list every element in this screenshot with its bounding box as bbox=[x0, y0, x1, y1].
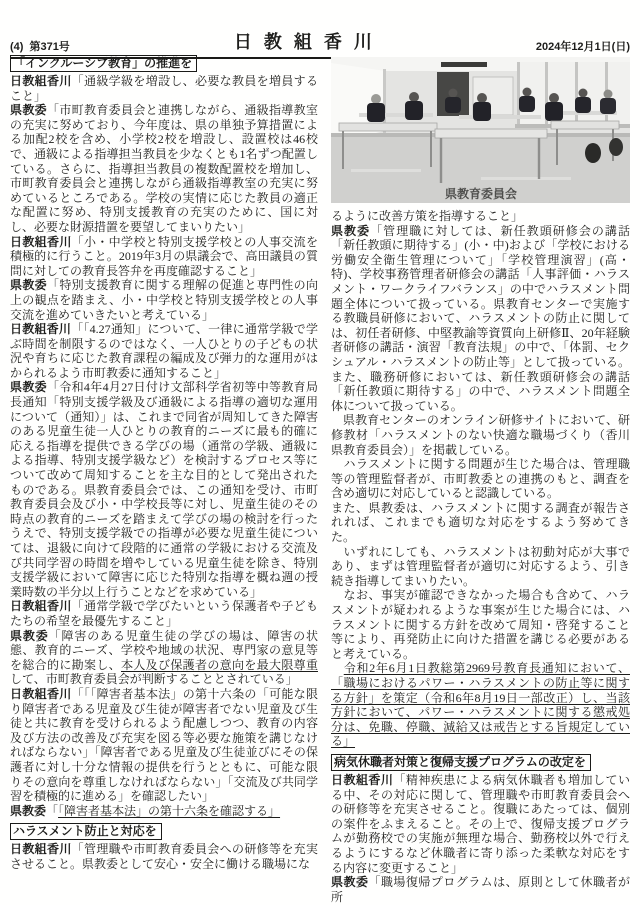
text-run: ハラスメントに関する問題が生じた場合は、管理職等の管理監督者が、市町教委との連携のもと、調査を含め適切に対応していると認識している。 bbox=[331, 457, 630, 501]
photo-caption: 県教育委員会 bbox=[444, 187, 518, 201]
text-run: 「精神疾患による病気休職者も増加している中、その対応に関して、管理職や市町教育委員会への研修等を充実させること。復職にあたっては、個別の案件をふまえること。その上で、復帰支援プログラムが勤務校での実施が無理な場合、勤務校以外で行えるようにするなど休職者に寄り添った柔軟な対応をする内容に変更すること」 bbox=[331, 772, 630, 875]
text-run: 「市町教育委員会と連携しながら、通級指導教室の充実に努めており、今年度は、県の単独予算措置による加配2校を含め、小学校2校を増設し、設置校は46校で、通級による指導担当教員を少なくとも1名ずつ配置している。さらに、指導担当教員の複数配置校を増加し、市町教育委員会と連携しながら通級指導教室の充実に努めているところである。学校の実情に応じた教員の適正な配置に努め、特別支援教育の充実のために、国に対し、必要な財源措置を要望してまいりたい」 bbox=[10, 103, 318, 234]
text-run: 「小・中学校と特別支援学校との人事交流を積極的に行うこと。2019年3月の県議会で、高田議員の質問に対しての教育長答弁を再度確認すること」 bbox=[10, 234, 318, 278]
speaker-label: 県教委 bbox=[331, 223, 371, 238]
paragraph bbox=[331, 875, 630, 904]
vent-shape bbox=[441, 62, 487, 67]
paragraph bbox=[331, 457, 630, 501]
right-column-text bbox=[331, 209, 630, 904]
paragraph bbox=[10, 235, 318, 279]
speaker-label: 日教組香川 bbox=[10, 842, 72, 857]
section-heading: 病気休職者対策と復帰支援プログラムの改定を bbox=[331, 754, 591, 771]
page-number-issue bbox=[10, 38, 70, 54]
issue-number: 第371号 bbox=[29, 41, 70, 53]
bag-shape bbox=[609, 138, 623, 156]
paragraph bbox=[10, 380, 318, 599]
text-run: 「「4.27通知」について、一律に通常学級で学ぶ時間を制限するのではなく、一人ひとりの子どもの状況や育ちに応じた教育課程の編成及び弾力的な運用がはかられるよう市町教委に通知すること」 bbox=[10, 322, 318, 380]
text-run: 「職場復帰プログラムは、原則として休職者が所 bbox=[331, 875, 630, 904]
section-heading-row bbox=[331, 754, 630, 771]
speaker-label: 県教委 bbox=[10, 803, 47, 818]
paragraph bbox=[10, 842, 318, 871]
paragraph bbox=[331, 501, 630, 545]
paragraph bbox=[331, 773, 630, 875]
issue-date: 2024年12月1日(日) bbox=[535, 41, 630, 53]
paragraph bbox=[331, 224, 630, 414]
text-run bbox=[331, 661, 344, 675]
speaker-label: 日教組香川 bbox=[10, 74, 72, 88]
text-run: 「管理職や市町教育委員会への研修等を充実させること。県教委として安心・安全に働ける職場にな bbox=[10, 842, 318, 871]
speaker-label: 日教組香川 bbox=[331, 772, 394, 787]
paragraph bbox=[331, 661, 630, 749]
right-column bbox=[331, 55, 630, 904]
text-run: 「特別支援教育に関する理解の促進と専門性の向上の観点を踏まえ、小・中学校と特別支援学校との人事交流を進めていきたいと考えている」 bbox=[10, 278, 318, 322]
text-run: 「令和4年4月27日付け文部科学省初等中等教育局長通知「特別支援学級及び通級による指導の適切な運用について（通知）」は、これまで同省が周知してきた障害のある児童生徒一人ひとりの教育的ニーズに最も的確に応える指導を提供できる学びの場（通常の学級、通級による指導、特別支援学級など）を検討するプロセス等について改めて周知することを主な目的として発出されたものである。県教育委員会では、この通知を受け、市町教育委員会及び小・中学校長等に対し、児童生徒のその時点の教育的ニーズを踏まえて学びの場の検討を行ったうえで、特別支援学級での指導が必要な児童生徒については、退級に向けて段階的に通常の学級における交流及び共同学習の時間を増やしている児童生徒を除き、特別支援学級において障害に応じた特別な指導を概ね週の授業時数の半分以上行うことなどを求めている」 bbox=[10, 380, 318, 599]
speaker-label: 日教組香川 bbox=[10, 322, 72, 337]
speaker-label: 日教組香川 bbox=[10, 234, 72, 249]
paragraph bbox=[10, 322, 318, 380]
speaker-label: 県教委 bbox=[10, 380, 47, 395]
meeting-photo bbox=[331, 57, 630, 203]
paragraph bbox=[10, 74, 318, 103]
speaker-label: 県教委 bbox=[10, 628, 49, 643]
text-run: 本人及び保護者の意向を最大限尊重 bbox=[121, 657, 318, 672]
paragraph bbox=[10, 599, 318, 628]
speaker-label: 県教委 bbox=[10, 103, 47, 118]
text-run: して、市町教育委員会が判断することとされている」 bbox=[10, 672, 298, 687]
text-run: いずれにしても、ハラスメントは初動対応が大事であり、まずは管理監督者が適切に対応するよう、引き続き指導してまいりたい。 bbox=[331, 544, 630, 588]
text-run: 「通級学級を増設し、必要な教員を増員すること」 bbox=[10, 74, 318, 103]
speaker-label: 県教委 bbox=[10, 278, 47, 293]
text-run: 「通常学級で学びたいという保護者や子どもたちの希望を最優先すること」 bbox=[10, 599, 318, 628]
text-run: 令和2年6月1日教総第2969号教育長通知において、「職場におけるパワー・ハラスメントの防止等に関する方針」を策定（令和6年8月19日一部改正）し、当該方針において、パワー・ハラスメントに関する懲戒処分は、免職、停職、減給又は戒告とする旨規定している」 bbox=[331, 661, 630, 749]
paragraph bbox=[331, 413, 630, 457]
text-run: 「障害のある児童生徒の学びの場は、障害の状態、教育的ニーズ、学校や地域の状況、専門家の意見等を総合的に勘案し、 bbox=[10, 628, 318, 672]
section-heading-row bbox=[10, 55, 318, 72]
paragraph bbox=[10, 103, 318, 234]
left-column bbox=[10, 55, 318, 904]
page-number: (4) bbox=[10, 41, 24, 53]
bag-shape bbox=[585, 143, 601, 163]
text-run: るように改善方策を指導すること」 bbox=[331, 209, 524, 223]
article-columns bbox=[10, 55, 630, 904]
paragraph bbox=[10, 804, 318, 819]
section-heading: 「インクルーシブ教育」の推進を bbox=[10, 55, 197, 72]
paragraph bbox=[10, 629, 318, 687]
text-run: 「「「障害者基本法」の第十六条の「可能な限り障害者である児童及び生徒が障害者でない児童及び生徒と共に教育を受けられるよう配慮しつつ、教育の内容及び方法の改善及び充実を図る等必要な施策を講じなければならない」「障害者である児童及び生徒並びにその保護者に対し十分な情報の提供を行うとともに、可能な限りその意向を尊重しなければならない」「交流及び共同学習を積極的に進める」を確認したい」 bbox=[10, 686, 318, 804]
paragraph bbox=[331, 209, 630, 224]
text-run: 「 bbox=[46, 803, 59, 818]
speaker-label: 日教組香川 bbox=[10, 686, 72, 701]
meeting-photo-graphic bbox=[331, 57, 630, 203]
section-heading: ハラスメント防止と対応を bbox=[10, 823, 162, 840]
speaker-label: 県教委 bbox=[331, 875, 369, 890]
paragraph bbox=[10, 687, 318, 804]
text-run: 「障害者基本法」の第十六条を確認する」 bbox=[58, 803, 281, 818]
paragraph bbox=[331, 588, 630, 661]
text-run: なお、事実が確認できなかった場合も含めて、ハラスメントが疑われるような事案が生じた場合には、ハラスメントに関する方針を改めて周知・啓発すること等により、再発防止に向けた措置を講じる必要があると考えている。 bbox=[331, 588, 630, 661]
masthead-title: 日教組香川 bbox=[233, 32, 384, 52]
paragraph bbox=[331, 545, 630, 589]
text-run: また、県教委は、ハラスメントに関する調査が報告されれば、これまでも適切な対応をするよう努めてきた。 bbox=[331, 500, 630, 545]
text-run: 県教育センターのオンライン研修サイトにおいて、研修教材「ハラスメントのない快適な職場づくり（香川県教育委員会）」を掲載している。 bbox=[331, 413, 630, 457]
paragraph bbox=[10, 278, 318, 322]
section-heading-row bbox=[10, 823, 318, 840]
text-run: 「管理職に対しては、新任教頭研修会の講話「新任教頭に期待する」(小・中)および「学校における労働安全衛生管理について」「学校管理演習」(高・特)、学校事務管理者研修会の講話「人事評価・ハラスメント・ワークライフバランス」の中でハラスメント問題全体について扱っている。県教育センターで実施する教職員研修において、ハラスメントの防止に関しては、初任者研修、中堅教諭等資質向上研修Ⅱ、20年経験者研修の講話・演習「教育法規」の中で、「体罰、セクシュアル・ハラスメントの防止等」として扱っている。また、職務研修においては、新任教頭研修会の講話「新任教頭に期待する」の中で、ハラスメント問題全体について扱っている。 bbox=[331, 223, 630, 413]
speaker-label: 日教組香川 bbox=[10, 599, 72, 614]
